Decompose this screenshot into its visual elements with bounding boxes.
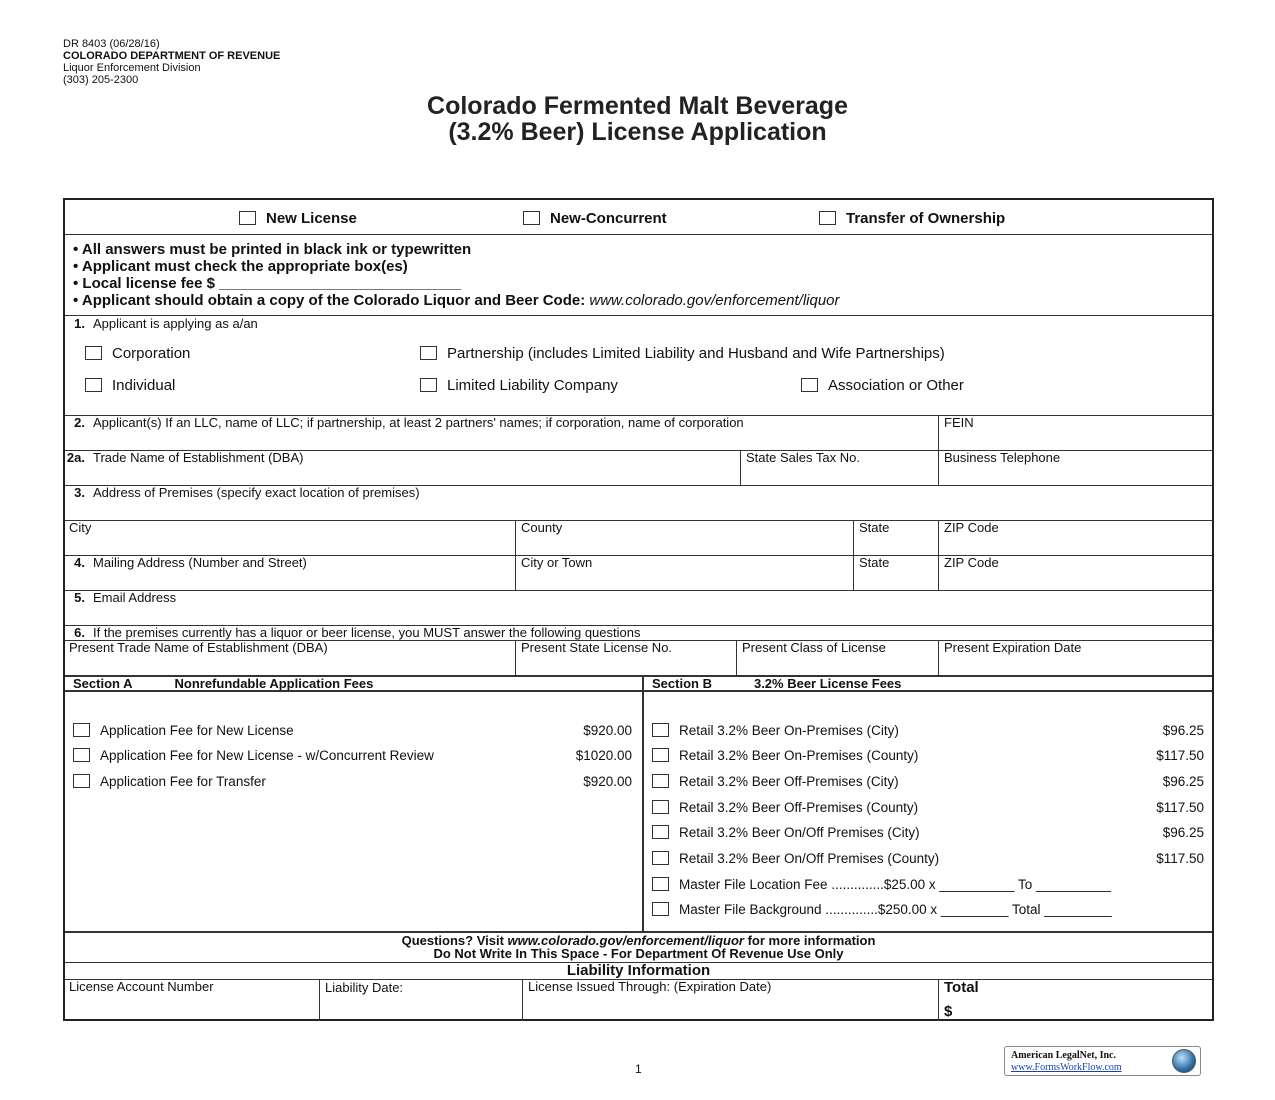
fee-transfer[interactable]: Application Fee for Transfer bbox=[73, 774, 266, 789]
fee-amount: $1020.00 bbox=[575, 748, 632, 763]
badge-company: American LegalNet, Inc. bbox=[1011, 1050, 1116, 1061]
issued-through-field[interactable]: License Issued Through: (Expiration Date) bbox=[528, 979, 772, 994]
section-b-heading: Section B 3.2% Beer License Fees bbox=[652, 676, 902, 691]
checkbox[interactable] bbox=[85, 378, 102, 392]
checkbox[interactable] bbox=[85, 346, 102, 360]
account-number-field[interactable]: License Account Number bbox=[69, 979, 214, 994]
fee-master-location[interactable]: Master File Location Fee ..............$25.00 x __________ To __________ bbox=[652, 877, 1111, 892]
premises-zip-field[interactable]: ZIP Code bbox=[944, 520, 999, 535]
present-expiration-field[interactable]: Present Expiration Date bbox=[944, 640, 1082, 655]
checkbox[interactable] bbox=[420, 346, 437, 360]
dor-only-note: Do Not Write In This Space - For Department Of Revenue Use Only bbox=[433, 946, 844, 961]
form-header bbox=[63, 38, 280, 86]
checkbox[interactable] bbox=[819, 211, 836, 225]
present-class-field[interactable]: Present Class of License bbox=[742, 640, 886, 655]
association-option[interactable]: Association or Other bbox=[801, 377, 964, 394]
checkbox[interactable] bbox=[652, 851, 669, 865]
checkbox[interactable] bbox=[801, 378, 818, 392]
fee-amount: $117.50 bbox=[1156, 748, 1204, 763]
individual-option[interactable]: Individual bbox=[85, 377, 175, 394]
checkbox[interactable] bbox=[523, 211, 540, 225]
phone-number: (303) 205-2300 bbox=[63, 74, 139, 86]
premises-county-field[interactable]: County bbox=[521, 520, 563, 535]
checkbox[interactable] bbox=[73, 774, 90, 788]
divider bbox=[938, 640, 939, 675]
division-name: Liquor Enforcement Division bbox=[63, 62, 201, 74]
section-a-heading: Section A Nonrefundable Application Fees bbox=[73, 676, 374, 691]
new-concurrent-option[interactable]: New-Concurrent bbox=[523, 210, 667, 227]
mailing-state-field[interactable]: State bbox=[859, 555, 890, 570]
applicant-name-field[interactable]: 2. Applicant(s) If an LLC, name of LLC; if partnership, at least 2 partners' names; if corporation, name of corporation bbox=[74, 415, 744, 430]
fee-amount: $117.50 bbox=[1156, 851, 1204, 866]
divider bbox=[522, 979, 523, 1021]
q6-label: 6. If the premises currently has a liquor or beer license, you MUST answer the following questions bbox=[74, 625, 641, 640]
fee-amount: $96.25 bbox=[1162, 774, 1204, 789]
application-form bbox=[63, 198, 1214, 1021]
divider bbox=[515, 640, 516, 675]
fee-new-concurrent[interactable]: Application Fee for New License - w/Concurrent Review bbox=[73, 748, 434, 763]
globe-icon bbox=[1172, 1049, 1196, 1073]
partnership-option[interactable]: Partnership (includes Limited Liability and Husband and Wife Partnerships) bbox=[420, 345, 945, 362]
fee-amount: $920.00 bbox=[583, 774, 632, 789]
business-phone-field[interactable]: Business Telephone bbox=[944, 450, 1061, 465]
fee-amount: $96.25 bbox=[1162, 825, 1204, 840]
mailing-zip-field[interactable]: ZIP Code bbox=[944, 555, 999, 570]
email-field[interactable]: 5. Email Address bbox=[74, 590, 177, 605]
badge-link[interactable]: www.FormsWorkFlow.com bbox=[1011, 1062, 1122, 1073]
section-divider bbox=[642, 675, 644, 931]
divider bbox=[736, 640, 737, 675]
instructions bbox=[73, 241, 840, 309]
new-license-option[interactable]: New License bbox=[239, 210, 357, 227]
checkbox[interactable] bbox=[420, 378, 437, 392]
present-dba-field[interactable]: Present Trade Name of Establishment (DBA) bbox=[69, 640, 328, 655]
title-line-2: (3.2% Beer) License Application bbox=[448, 118, 827, 146]
trade-name-field[interactable]: 2a. Trade Name of Establishment (DBA) bbox=[66, 450, 304, 465]
divider bbox=[319, 979, 320, 1021]
divider bbox=[65, 234, 1212, 235]
divider bbox=[740, 450, 741, 485]
legalnet-badge[interactable] bbox=[1004, 1046, 1201, 1076]
title-line-1: Colorado Fermented Malt Beverage bbox=[427, 92, 848, 120]
checkbox[interactable] bbox=[652, 723, 669, 737]
liquor-code-link[interactable]: www.colorado.gov/enforcement/liquor bbox=[589, 292, 840, 309]
fee-amount: $96.25 bbox=[1162, 723, 1204, 738]
checkbox[interactable] bbox=[73, 748, 90, 762]
checkbox[interactable] bbox=[652, 774, 669, 788]
fee-amount: $117.50 bbox=[1156, 800, 1204, 815]
premises-state-field[interactable]: State bbox=[859, 520, 890, 535]
divider bbox=[938, 979, 939, 1021]
q1-label: 1. Applicant is applying as a/an bbox=[74, 316, 258, 331]
fee-on-premises-county[interactable]: Retail 3.2% Beer On-Premises (County) bbox=[652, 748, 918, 763]
fee-new-license[interactable]: Application Fee for New License bbox=[73, 723, 294, 738]
corporation-option[interactable]: Corporation bbox=[85, 345, 190, 362]
department-name: COLORADO DEPARTMENT OF REVENUE bbox=[63, 50, 281, 62]
fee-master-background[interactable]: Master File Background ..............$250.00 x _________ Total _________ bbox=[652, 902, 1112, 917]
total-field[interactable]: Total $ bbox=[944, 979, 979, 1020]
fee-off-premises-city[interactable]: Retail 3.2% Beer Off-Premises (City) bbox=[652, 774, 899, 789]
page-title bbox=[0, 93, 1275, 145]
liability-title: Liability Information bbox=[566, 962, 711, 979]
checkbox[interactable] bbox=[652, 902, 669, 916]
present-license-no-field[interactable]: Present State License No. bbox=[521, 640, 673, 655]
divider bbox=[65, 590, 1212, 591]
instruction-local-fee: • Local license fee $ _____________________________ bbox=[73, 275, 462, 292]
instruction-ink: • All answers must be printed in black ink or typewritten bbox=[73, 241, 472, 258]
checkbox[interactable] bbox=[652, 748, 669, 762]
enforcement-link[interactable]: www.colorado.gov/enforcement/liquor bbox=[507, 933, 744, 948]
transfer-ownership-option[interactable]: Transfer of Ownership bbox=[819, 210, 1005, 227]
checkbox[interactable] bbox=[652, 877, 669, 891]
premises-address-field[interactable]: 3. Address of Premises (specify exact location of premises) bbox=[74, 485, 420, 500]
sales-tax-field[interactable]: State Sales Tax No. bbox=[746, 450, 860, 465]
checkbox[interactable] bbox=[239, 211, 256, 225]
divider bbox=[65, 690, 1212, 692]
fee-on-off-county[interactable]: Retail 3.2% Beer On/Off Premises (County) bbox=[652, 851, 939, 866]
mailing-address-field[interactable]: 4. Mailing Address (Number and Street) bbox=[74, 555, 307, 570]
instruction-check: • Applicant must check the appropriate box(es) bbox=[73, 258, 408, 275]
checkbox[interactable] bbox=[652, 800, 669, 814]
questions-note: Questions? Visit www.colorado.gov/enforcement/liquor for more information bbox=[401, 933, 876, 948]
fee-off-premises-county[interactable]: Retail 3.2% Beer Off-Premises (County) bbox=[652, 800, 918, 815]
instruction-code: • Applicant should obtain a copy of the Colorado Liquor and Beer Code: www.colorado.gov/enforcement/liquor bbox=[73, 292, 840, 309]
fee-amount: $920.00 bbox=[583, 723, 632, 738]
divider bbox=[65, 520, 1212, 521]
checkbox[interactable] bbox=[652, 825, 669, 839]
premises-city-field[interactable]: City bbox=[69, 520, 92, 535]
fee-on-premises-city[interactable]: Retail 3.2% Beer On-Premises (City) bbox=[652, 723, 899, 738]
llc-option[interactable]: Limited Liability Company bbox=[420, 377, 618, 394]
checkbox[interactable] bbox=[73, 723, 90, 737]
page-number: 1 bbox=[635, 1062, 642, 1076]
fein-field[interactable]: FEIN bbox=[944, 415, 974, 430]
liability-date-field[interactable]: Liability Date: bbox=[325, 980, 404, 995]
fee-on-off-city[interactable]: Retail 3.2% Beer On/Off Premises (City) bbox=[652, 825, 920, 840]
form-number: DR 8403 (06/28/16) bbox=[63, 38, 160, 50]
mailing-city-field[interactable]: City or Town bbox=[521, 555, 593, 570]
